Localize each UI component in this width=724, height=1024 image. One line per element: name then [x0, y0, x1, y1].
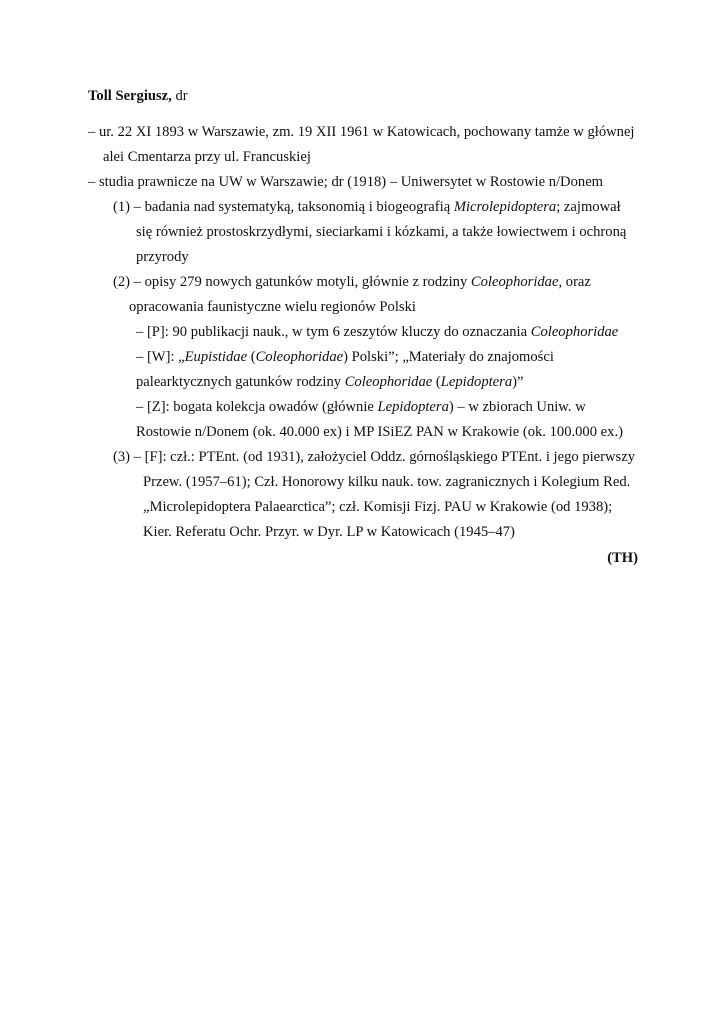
section1-line-3: przyrody: [136, 249, 189, 265]
section1-text: (1) – badania nad systematyką, taksonomią i biogeografią: [113, 199, 454, 215]
section1-text-end: ; zajmował: [556, 199, 621, 215]
section2-text-end: oraz: [562, 274, 591, 290]
works-line-2: [136, 373, 523, 391]
section3-line-4: Kier. Referatu Ochr. Przyr. w Dyr. LP w Katowicach (1945–47): [143, 524, 515, 540]
taxon-coleophoridae: Coleophoridae: [530, 324, 619, 340]
bio-line-2: alei Cmentarza przy ul. Francuskiej: [103, 149, 311, 165]
collection-line-2: Rostowie n/Donem (ok. 40.000 ex) i MP ISiEZ PAN w Krakowie (ok. 100.000 ex.): [136, 424, 623, 440]
collection-line-1: [136, 398, 639, 416]
taxon-coleophoridae: Coleophoridae,: [470, 274, 563, 290]
taxon-coleophoridae: Coleophoridae: [255, 349, 344, 365]
collection-text: ) – w zbiorach Uniw. w: [448, 399, 586, 415]
section2-line-2: opracowania faunistyczne wielu regionów Polski: [129, 299, 416, 315]
taxon-microlepidoptera: Microlepidoptera: [453, 199, 557, 215]
works-text: – [W]: „: [136, 349, 185, 365]
entry-title: dr: [171, 88, 188, 104]
works-text: palearktycznych gatunków rodziny: [136, 374, 345, 390]
section2-text: (2) – opisy 279 nowych gatunków motyli, głównie z rodziny: [113, 274, 471, 290]
works-text: (: [247, 349, 256, 365]
entry-name: Toll Sergiusz,: [88, 88, 172, 104]
section3-line-1: (3) – [F]: czł.: PTEnt. (od 1931), założyciel Oddz. górnośląskiego PTEnt. i jego pierwszy: [113, 449, 636, 465]
entry-heading: [88, 87, 188, 105]
section3-line-2: Przew. (1957–61); Czł. Honorowy kilku nauk. tow. zagranicznych i Kolegium Red.: [143, 474, 631, 490]
works-text: (: [432, 374, 441, 390]
taxon-lepidoptera: Lepidoptera: [377, 399, 449, 415]
section1-line-1: [113, 198, 621, 216]
works-line-1: [136, 348, 639, 366]
author-initials: (TH): [607, 550, 638, 566]
works-text: ) Polski”; „Materiały do znajomości: [343, 349, 554, 365]
taxon-lepidoptera: Lepidoptera: [440, 374, 513, 390]
works-text: )”: [512, 374, 524, 390]
section1-line-2: [136, 223, 639, 241]
education-line: – studia prawnicze na UW w Warszawie; dr (1918) – Uniwersytet w Rostowie n/Donem: [88, 174, 604, 190]
section1-line-2-text: się również prostoskrzydłymi, sieciarkami i kózkami, a także łowiectwem i ochroną: [136, 224, 627, 240]
bio-line-1: – ur. 22 XI 1893 w Warszawie, zm. 19 XII 1961 w Katowicach, pochowany tamże w głównej: [88, 124, 635, 140]
taxon-coleophoridae: Coleophoridae: [344, 374, 433, 390]
collection-text: – [Z]: bogata kolekcja owadów (głównie: [136, 399, 378, 415]
taxon-eupistidae: Eupistidae: [184, 349, 248, 365]
section3-line-3: „Microlepidoptera Palaearctica”; czł. Komisji Fizj. PAU w Krakowie (od 1938);: [143, 499, 613, 515]
section2-line-1: [113, 273, 639, 291]
publications-line: [136, 323, 618, 341]
publications-text: – [P]: 90 publikacji nauk., w tym 6 zeszytów kluczy do oznaczania: [136, 324, 531, 340]
